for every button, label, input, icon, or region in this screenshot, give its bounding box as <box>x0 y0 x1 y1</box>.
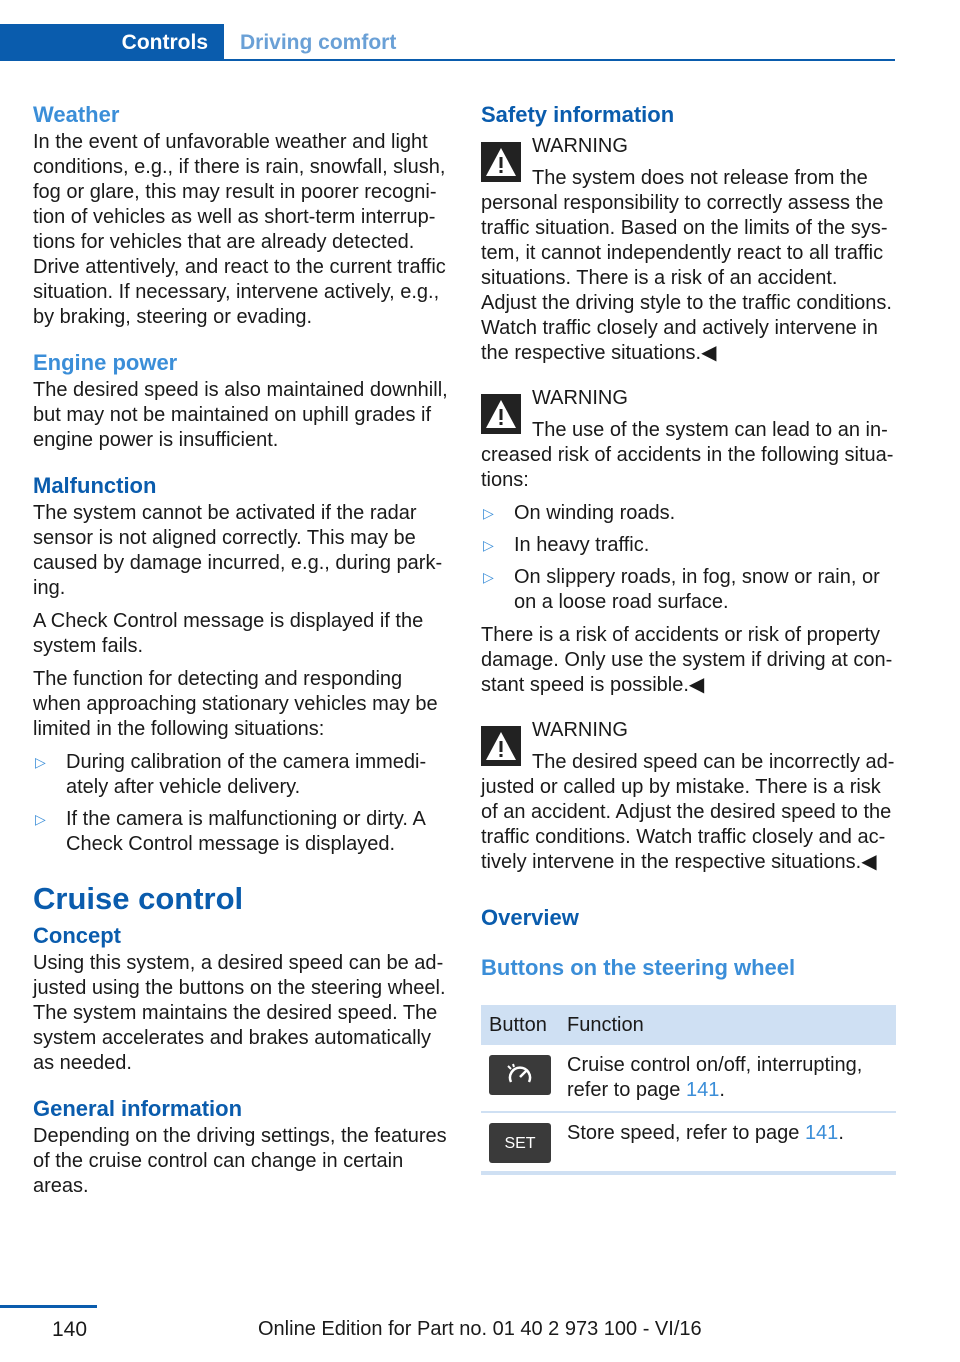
cruise-control-button-icon <box>489 1055 551 1095</box>
edition-text: Online Edition for Part no. 01 40 2 973 100 - VI/16 <box>258 1318 702 1340</box>
warning-label: WARNING <box>532 387 628 409</box>
warning-triangle-icon <box>481 394 521 434</box>
page-link[interactable]: 141 <box>804 1122 839 1144</box>
footer-rule <box>0 1305 97 1308</box>
warning-text-1: The system does not release from the personal responsibility to correctly assess the traffic situation. Based on the limits of the system, it cannot independently react to all traffic situations. There is a risk of an accident. Adjust the driving style to the traffic conditions. Watch traffic closely and actively intervene in the respective situations.◀ <box>481 167 892 364</box>
malfunction-p1: The system cannot be activated if the radar sensor is not aligned correctly. This may be caused by damage incurred, e.g., during parking. <box>33 502 443 599</box>
general-section <box>33 1094 449 1199</box>
warning-block-2 <box>481 386 896 698</box>
warning-text-2: The use of the system can lead to an increased risk of accidents in the following situations: <box>481 419 894 491</box>
warning-text-3: The desired speed can be incorrectly adjusted or called up by mistake. There is a risk of an accident. Adjust the desired speed to the traffic conditions. Watch traffic closely and actively intervene in the respective situations.◀ <box>481 751 895 873</box>
list-item: ▷ If the camera is malfunctioning or dirty. A Check Control message is displayed. <box>33 807 449 857</box>
concept-section <box>33 921 449 1076</box>
engine-title: Engine power <box>33 350 178 375</box>
warning-2-after: There is a risk of accidents or risk of property damage. Only use the system if driving at constant speed is possible.◀ <box>481 624 893 696</box>
concept-text: Using this system, a desired speed can be adjusted using the buttons on the steering wheel. The system maintains the desired speed. The system accelerates and brakes automatically as needed. <box>33 952 446 1074</box>
list-item: ▷ During calibration of the camera immediately after vehicle delivery. <box>33 750 449 800</box>
header-tab-controls[interactable]: Controls <box>0 24 224 61</box>
warning-block-3 <box>481 718 896 875</box>
warning-label: WARNING <box>532 135 628 157</box>
cruise-control-title: Cruise control <box>33 881 244 916</box>
malfunction-section <box>33 471 449 857</box>
table-row: Cruise control on/off, interrupting, refer to page 141. <box>481 1045 896 1112</box>
warning-triangle-icon <box>481 142 521 182</box>
malfunction-list <box>33 750 449 857</box>
weather-text: In the event of unfavorable weather and light conditions, e.g., if there is rain, snowfall, slush, fog or glare, this may result in poorer recognition of vehicles as well as short-term interruptions for vehicles that are already detected. Drive attentively, and react to the current traffic situation. If necessary, intervene actively, e.g., by braking, steering or evading. <box>33 131 446 328</box>
header-tab-driving-comfort[interactable]: Driving comfort <box>240 31 397 54</box>
general-title: General information <box>33 1096 243 1121</box>
warning-triangle-icon <box>481 726 521 766</box>
page-number: 140 <box>52 1318 88 1341</box>
weather-section <box>33 100 449 330</box>
buttons-table <box>481 1005 896 1175</box>
engine-text: The desired speed is also maintained downhill, but may not be maintained on uphill grades if engine power is insufficient. <box>33 379 448 451</box>
malfunction-title: Malfunction <box>33 473 157 498</box>
malfunction-p3: The function for detecting and responding when approaching stationary vehicles may be limited in the following situations: <box>33 668 438 740</box>
set-button-icon: SET <box>489 1123 551 1163</box>
buttons-title: Buttons on the steering wheel <box>481 955 796 980</box>
function-text: Cruise control on/off, interrupting, refer to page <box>567 1054 863 1101</box>
table-row: SET Store speed, refer to page 141. <box>481 1112 896 1173</box>
warning-block-1 <box>481 134 896 366</box>
weather-title: Weather <box>33 102 120 127</box>
list-item: ▷ On winding roads. <box>481 501 896 526</box>
list-item: ▷ On slippery roads, in fog, snow or rain, or on a loose road surface. <box>481 565 896 615</box>
overview-title: Overview <box>481 905 579 930</box>
table-header-row <box>481 1005 896 1045</box>
function-text: Store speed, refer to page <box>567 1122 805 1144</box>
col-header-button: Button <box>481 1005 559 1045</box>
right-column <box>481 100 896 1175</box>
safety-title: Safety information <box>481 102 675 127</box>
list-item: ▷ In heavy traffic. <box>481 533 896 558</box>
page-link[interactable]: 141 <box>685 1079 720 1101</box>
general-text: Depending on the driving settings, the features of the cruise control can change in certain areas. <box>33 1125 447 1197</box>
concept-title: Concept <box>33 923 121 948</box>
engine-section <box>33 348 449 453</box>
left-column <box>33 100 449 1217</box>
header-rule <box>224 59 895 61</box>
warning-2-list <box>481 501 896 615</box>
malfunction-p2: A Check Control message is displayed if the system fails. <box>33 610 424 657</box>
col-header-function: Function <box>559 1005 896 1045</box>
warning-label: WARNING <box>532 719 628 741</box>
